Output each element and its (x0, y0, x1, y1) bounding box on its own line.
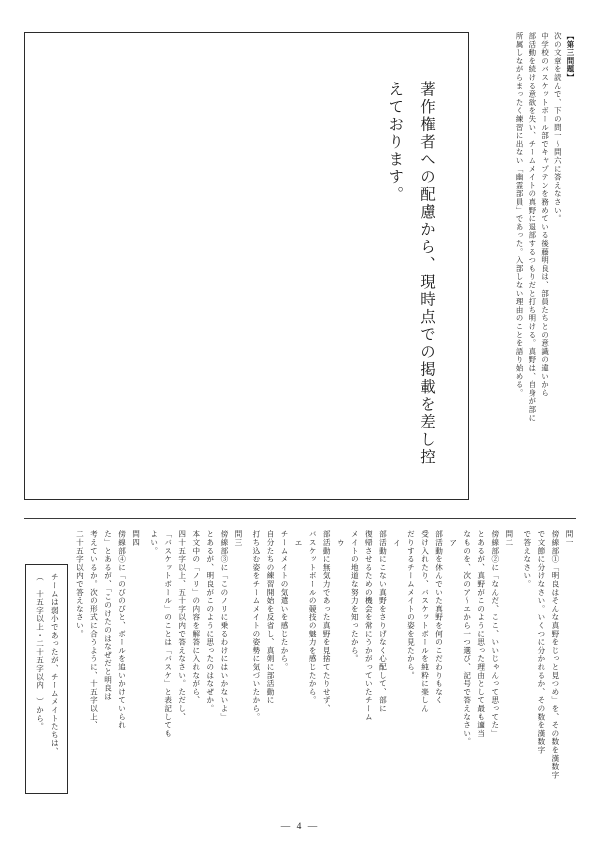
answer-format-box[interactable] (25, 564, 69, 794)
question-3-label: 問三 (233, 530, 243, 547)
question-1-line-1: 傍線部①「明良はそんな真野をじっと見つめ」を、その数を漢数字 (550, 530, 560, 779)
passage-heading: 【第三問題】 (566, 32, 575, 82)
question-2-choice-d-line-1: チームメイトの気遣いを感じたから。 (280, 530, 290, 672)
passage-line-1: 中学校のバスケットボール部でキャプテンを務めている後藤明良は、部員たちとの意識の違いから (540, 32, 550, 398)
question-2-choice-c-mark: ウ (336, 539, 346, 548)
passage-line-3: 所属しながらまったく練習に出ない「幽霊部員」であった。入部しない理由のことを語り始める。 (515, 32, 525, 398)
question-2-choice-a-mark: ア (448, 539, 458, 548)
question-2-line-1: 傍線部②に「なんだ、ここ、いいじゃんって思ってた」 (490, 530, 500, 738)
copyright-notice-text: 著作権者への配慮から、現時点での掲載を差し控えております。 (386, 81, 435, 466)
question-2-choice-b-mark: イ (392, 539, 402, 548)
question-1-label: 問一 (565, 530, 574, 547)
question-2-choice-a-line-3: だりするチームメイトの姿を見たから。 (406, 530, 416, 680)
question-3-line-2: とあるが、明良がこのように思ったのはなぜか。 (205, 530, 215, 713)
answer-line-1: チームは弱小であったが、チームメイトたちは、 (50, 573, 60, 756)
question-3 (147, 530, 245, 808)
copyright-notice-box (24, 32, 469, 500)
question-2-choice-a-line-1: 部活動を休んでいた真野を何のこだわりもなく (434, 530, 444, 705)
question-3-line-6: よい。 (149, 530, 159, 555)
question-4-line-4: 二十五字以内で答えなさい。 (75, 530, 85, 638)
question-4 (72, 530, 142, 808)
question-2-choice-c-line-1: 部活動に無気力であった真野を見捨てたりせず、 (322, 530, 332, 713)
question-2-choice-a-line-2: 受け入れたり、バスケットボールを純粋に楽しん (420, 530, 430, 713)
question-2-choice-d-mark: エ (294, 539, 304, 548)
question-2-choice-d-line-3: 打ち込む姿をチームメイトの姿勢に気づいたから。 (251, 530, 261, 721)
passage-instruction: 次の文章を読んで、下の問一〜問六に答えなさい。 (553, 32, 563, 223)
question-1 (520, 530, 576, 808)
passage-section (24, 32, 576, 510)
question-2-choice-c-line-2: バスケットボールの競技の魅力を感じたから。 (308, 530, 318, 705)
question-2-label: 問二 (504, 530, 514, 547)
question-3-line-3: 本文中の「ノリ」の内容を解答に入れながら、 (191, 530, 201, 705)
passage-intro (504, 32, 576, 510)
question-4-line-2: た」とあるが、「このけたのはなぜだと明良は (103, 530, 113, 701)
question-3-line-4: 四十五字以上、五十字以内で答えなさい。ただし、 (177, 530, 187, 721)
question-3-line-5: 「バスケットボール」のことは「バスケ」と表記しても (163, 530, 173, 738)
question-2-choice-b-line-1: 部活動にこない真野をさりげなく心配して、部に (378, 530, 388, 713)
question-1-line-3: で答えなさい。 (522, 530, 532, 589)
question-3-line-1: 傍線部③に「このノリに乗るわけにはいかないよ」 (219, 530, 229, 721)
question-2 (249, 530, 516, 808)
question-1-line-2: で文節に分けなさい。いくつに分かれるか、その数を漢数字 (536, 530, 546, 755)
question-4-label: 問四 (131, 530, 141, 547)
question-2-line-3: なものを、次のア〜エから一つ選び、記号で答えなさい。 (462, 530, 472, 746)
question-4-line-3: 考えているか。次の形式に合うように、十五字以上、 (89, 530, 99, 730)
question-4-line-1: 傍線部④に「のびのびと、ボールを追いかけていられ (117, 530, 127, 730)
question-2-choice-b-line-2: 復帰させるための機会を常にうかがっていたチーム (364, 530, 374, 721)
passage-line-2: 部活動を続ける意欲を失い、チームメイトの真野に退部するつもりだと打ち明ける。真野は、自身が部に (527, 32, 537, 423)
answer-line-2: （ 十五字以上・二十五字以内 ）から。 (35, 573, 45, 731)
section-divider (24, 518, 576, 519)
question-2-choice-d-line-2: 自分たちの練習開始を反省し、真剣に部活動に (266, 530, 276, 705)
questions-section (24, 530, 576, 810)
question-2-line-2: とあるが、真野がこのように思った理由として最も適当 (476, 530, 486, 738)
question-2-choice-b-line-3: メイトの地道な努力を知ったから。 (350, 530, 360, 663)
page-number: — 4 — (280, 822, 320, 832)
